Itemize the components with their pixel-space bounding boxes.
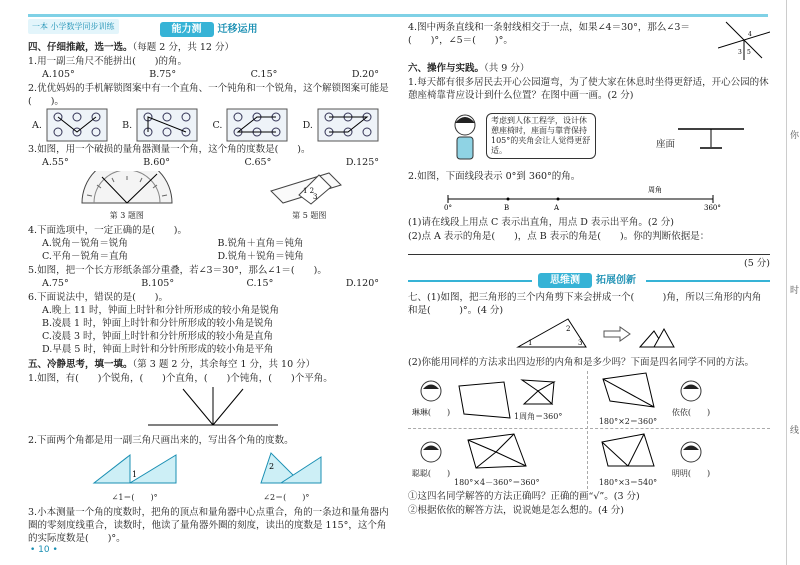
angle-rays-figure <box>28 385 393 429</box>
triangle-ruler-figures <box>28 449 393 504</box>
svg-text:1: 1 <box>528 339 533 347</box>
label-360: 360° <box>704 204 721 211</box>
section-4-title: 四、仔细推敲，选一选。（每题 2 分，共 12 分） <box>28 42 234 53</box>
method-mingming: 180°×3＝540° 明明( ) <box>590 431 770 489</box>
angles-around-point-icon <box>518 376 558 406</box>
margin-char-3: 线 <box>790 426 800 436</box>
operation-2: 2.如图，下面线段表示 0°到 360°的角。 <box>408 171 581 182</box>
center-split-icon <box>462 432 532 472</box>
seat-diagram <box>656 121 748 151</box>
question-6: 6.下面说法中，错误的是( )。 <box>28 292 168 303</box>
svg-text:3: 3 <box>578 339 583 347</box>
left-column <box>28 20 393 545</box>
question-3: 3.如图，用一个破损的量角器测量一个角，这个角的度数是( )。 <box>28 144 311 155</box>
angle-1-answer: ∠1＝( )° <box>111 493 158 502</box>
quadrilateral-cut-icon <box>454 380 514 420</box>
fill-2: 2.下面两个角都是用一副三角尺画出来的，写出各个角的度数。 <box>28 435 294 446</box>
svg-text:5: 5 <box>747 49 751 56</box>
question-7-2-a: ①这四名同学解答的方法正确吗？正确的画“√”。(3 分) <box>408 491 640 502</box>
question-4-options: A.锐角－锐角＝锐角 B.锐角＋直角＝钝角 C.平角－锐角＝直角 D.锐角＋锐角＝钝角 <box>42 238 304 262</box>
question-5: 5.如图，把一个长方形纸条部分重叠，若∠3＝30°，那么∠1＝( )。 <box>28 265 327 276</box>
question-2-options: A. B. C. D. <box>28 108 393 142</box>
student-methods-grid <box>408 371 770 489</box>
intersecting-lines-figure <box>718 20 770 60</box>
label-full-angle: 周角 <box>648 186 662 194</box>
svg-text:1 2: 1 2 <box>303 187 315 195</box>
pattern-grid-b <box>136 108 198 142</box>
triangle-cut-figure <box>408 317 768 351</box>
label-zero: 0° <box>444 204 452 211</box>
ability-banner: 能力测 迁移运用 <box>28 22 393 37</box>
diagonal-split-icon <box>598 371 658 411</box>
svg-text:4: 4 <box>748 31 752 38</box>
fill-4: 4.图中两条直线和一条射线相交于一点，如果∠4＝30°，那么∠3＝( )°，∠5＝( )°。 <box>408 22 690 46</box>
student-avatar-icon <box>420 441 442 463</box>
margin-char-2: 时 <box>790 286 800 296</box>
edge-point-split-icon <box>598 432 658 472</box>
pattern-grid-d <box>317 108 379 142</box>
section-5-title: 五、冷静思考，填一填。（第 3 题 2 分，其余每空 1 分，共 10 分） <box>28 359 316 370</box>
label-B: B <box>504 204 510 211</box>
section-6-title: 六、操作与实践。（共 9 分） <box>408 63 530 74</box>
angle-2-answer: ∠2＝( )° <box>263 493 310 502</box>
svg-text:1: 1 <box>131 470 137 479</box>
triangle-rulers-2 <box>241 449 331 487</box>
header-tag: 一本 小学数学同步训练 <box>28 19 119 34</box>
question-1: 1.用一副三角尺不能拼出( )的角。 <box>28 56 187 67</box>
speech-bubble: 考虑到人体工程学，设计休憩座椅时，座面与靠背保持105°的夹角会让人觉得更舒适。 <box>486 113 596 159</box>
broken-protractor-figure <box>72 171 182 205</box>
page-number: • 10 • <box>30 545 58 555</box>
thinking-banner: 思维测 拓展创新 <box>408 273 770 288</box>
fill-1: 1.如图，有( )个锐角，( )个直角，( )个钝角，( )个平角。 <box>28 373 333 384</box>
question-6-options: A.晚上 11 时，钟面上时针和分针所形成的较小角是锐角 B.凌晨 1 时，钟面上时针和分针所形成的较小角是锐角 C.凌晨 3 时，钟面上时针和分针所形成的较小角是直角 D.早晨 5 时，钟面上时针和分针所形成的较小角是平角 <box>42 305 280 355</box>
label-A: A <box>554 204 560 211</box>
right-column <box>408 20 770 517</box>
student-avatar-icon <box>680 380 702 402</box>
bench-figure-row <box>448 104 770 168</box>
question-5-options: A.75° B.105° C.15° D.120° <box>42 278 379 289</box>
top-strip <box>28 14 768 17</box>
method-yiyi: 180°×2＝360° 依依( ) <box>590 371 770 429</box>
question-7-1: 七、(1)如图，把三角形的三个内角剪下来会拼成一个( )角，所以三角形的内角和是( )°。(4 分) <box>408 292 762 316</box>
svg-text:3: 3 <box>738 49 742 56</box>
method-linlin: 琳琳( ) 1周角＝360° <box>408 371 588 429</box>
seat-label: 座面 <box>656 139 676 150</box>
question-7-2-b: ②根据依依的解答方法，说说她是怎么想的。(4 分) <box>408 505 624 516</box>
figure-5-caption: 第 5 题图 <box>292 211 327 220</box>
operation-2-b: (2)点 A 表示的角是( )，点 B 表示的角是( )。你的判断依据是： <box>408 231 710 242</box>
question-4: 4.下面选项中，一定正确的是( )。 <box>28 225 187 236</box>
svg-text:3: 3 <box>313 193 318 201</box>
question-1-options: A.105° B.75° C.15° D.20° <box>42 69 379 80</box>
svg-text:2: 2 <box>566 325 571 333</box>
margin-char-1: 你 <box>790 131 800 141</box>
method-congcong: 聪聪( ) 180°×4－360°＝360° <box>408 431 588 489</box>
answer-line <box>408 245 770 255</box>
angle-line-segment <box>408 183 768 211</box>
question-3-options: A.55° B.60° C.65° D.125° <box>42 157 379 168</box>
operation-2-a: (1)请在线段上用点 C 表示出直角，用点 D 表示出平角。(2 分) <box>408 217 674 228</box>
operation-1: 1.每天都有很多居民去开心公园遛弯，为了使大家在休息时坐得更舒适，开心公园的休憩座椅靠背应设计到什么位置？在图中画一画。(2 分) <box>408 77 769 101</box>
seat-icon <box>678 121 748 151</box>
pattern-grid-a <box>46 108 108 142</box>
svg-text:2: 2 <box>269 462 275 471</box>
pattern-grid-c <box>226 108 288 142</box>
operation-2-score: (5 分) <box>744 258 770 269</box>
folded-strip-figure <box>269 171 349 205</box>
student-avatar-icon <box>420 380 442 402</box>
fill-3: 3.小本测量一个角的度数时，把角的顶点和量角器中心点重合，角的一条边和量角器内圈的零刻度线重合，读数时，他读了量角器外圈的刻度，读出的度数是 115°，这个角的实际度数是( )°。 <box>28 507 389 544</box>
binding-margin <box>786 0 800 565</box>
figure-3-caption: 第 3 题图 <box>109 211 144 220</box>
question-7-2: (2)你能用同样的方法求出四边形的内角和是多少吗？下面是四名同学不同的方法。 <box>408 357 754 368</box>
question-2: 2.优优妈妈的手机解锁图案中有一个直角、一个钝角和一个锐角，这个解锁图案可能是( )。 <box>28 83 389 107</box>
girl-avatar-icon <box>448 111 482 161</box>
figure-row-3-5 <box>28 171 393 222</box>
student-avatar-icon <box>680 441 702 463</box>
triangle-rulers-1 <box>90 449 180 487</box>
